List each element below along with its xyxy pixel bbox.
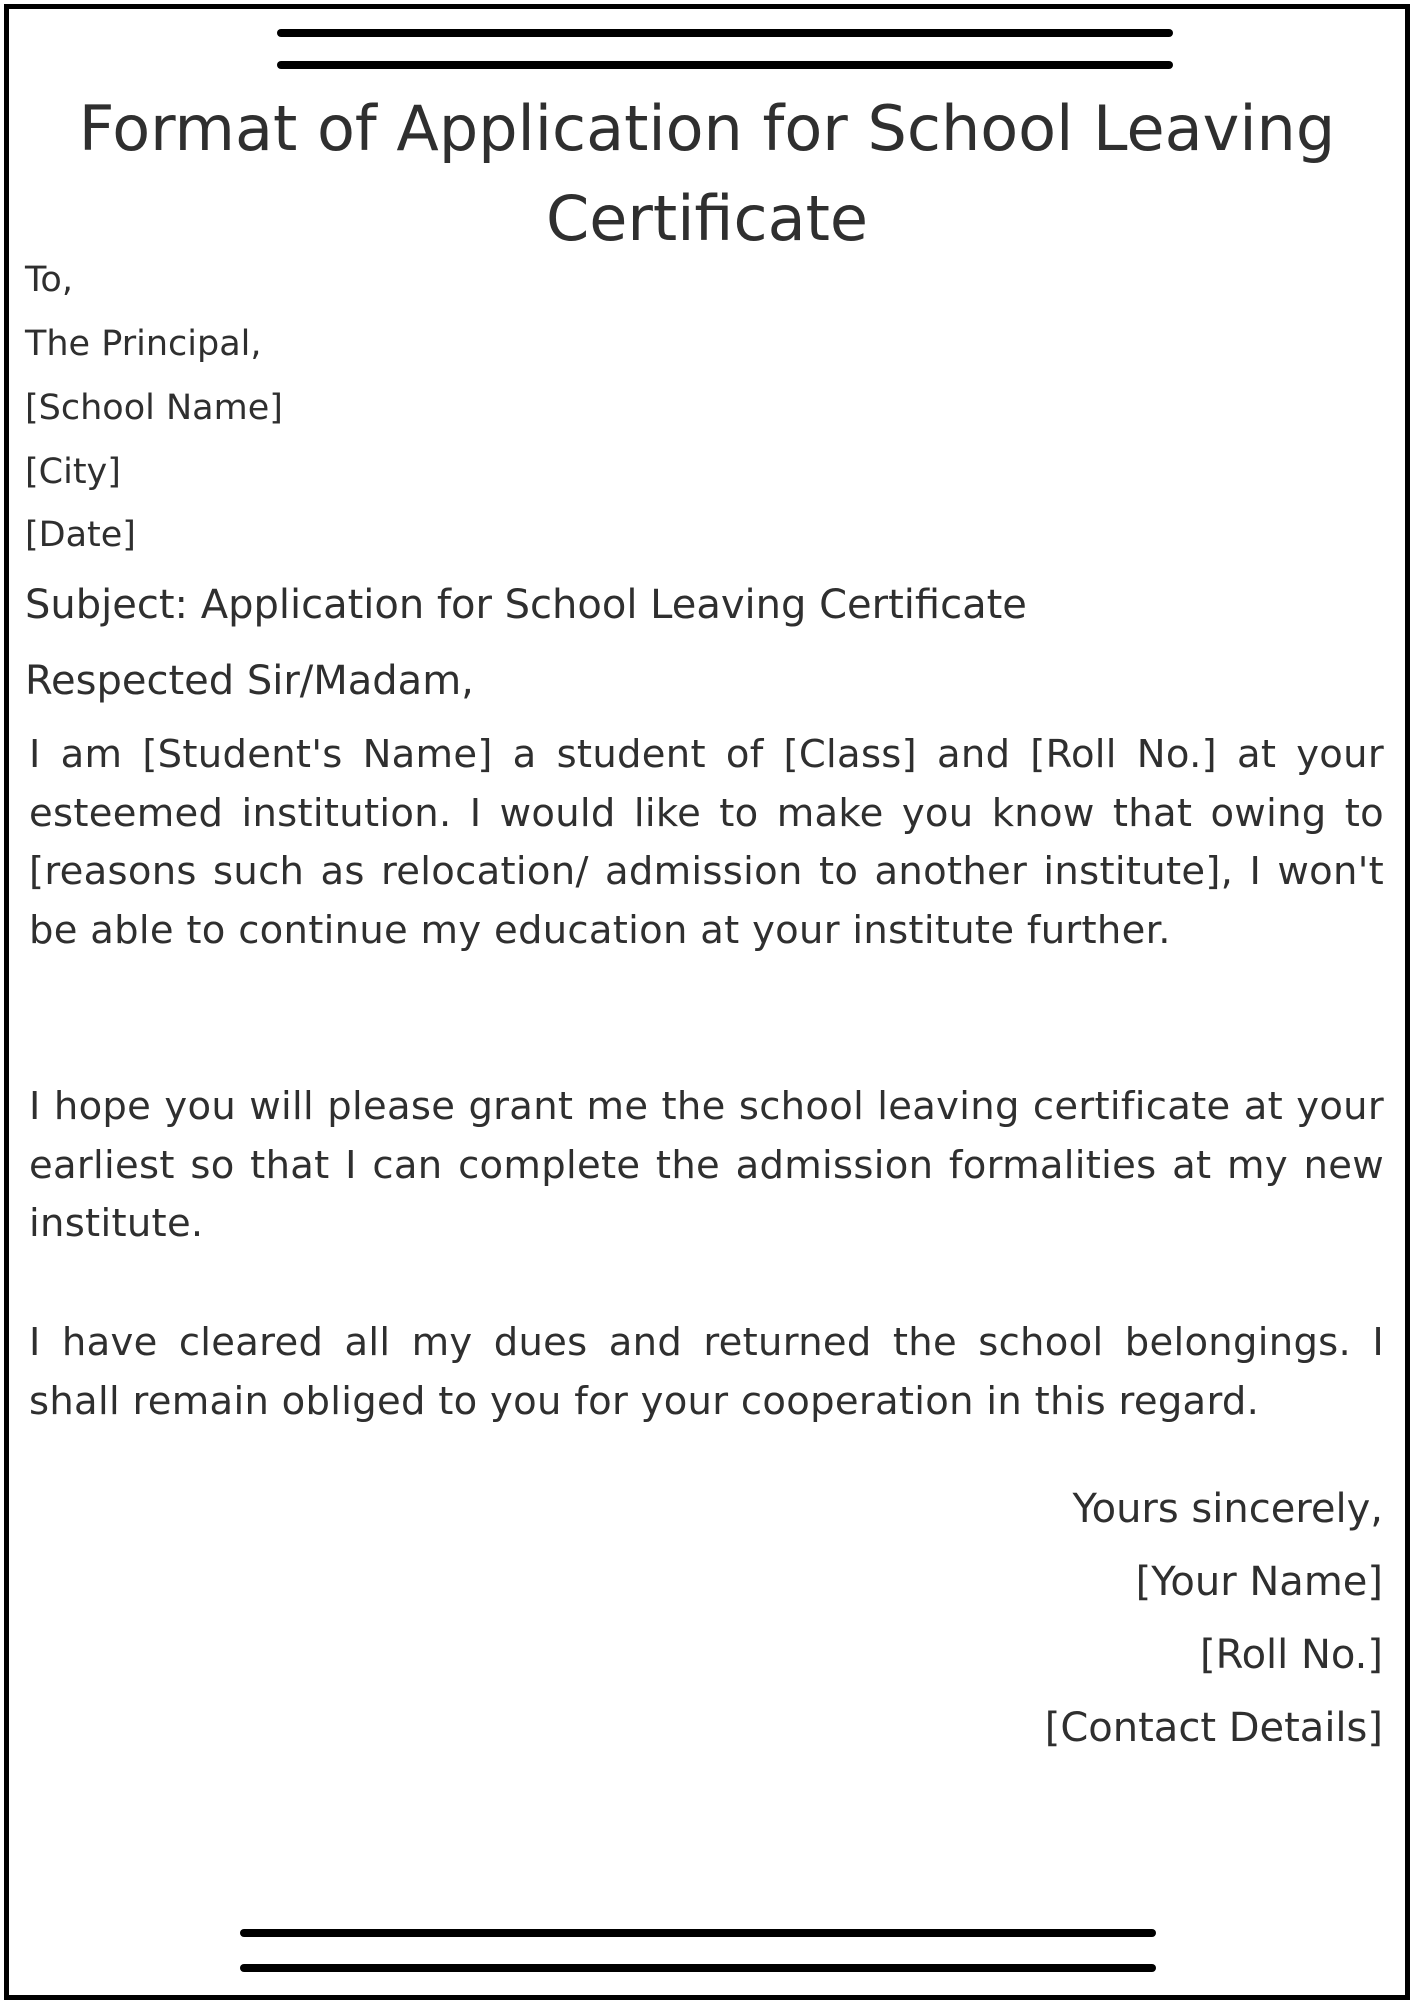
address-recipient: The Principal, (25, 324, 262, 364)
letter-salutation: Respected Sir/Madam, (25, 658, 474, 704)
bottom-decorative-rule-2 (240, 1964, 1156, 1972)
closing-valediction: Yours sincerely, (1072, 1486, 1383, 1532)
closing-name: [Your Name] (1135, 1559, 1383, 1605)
bottom-decorative-rule-1 (240, 1929, 1156, 1937)
address-date: [Date] (25, 515, 136, 555)
letter-subject: Subject: Application for School Leaving Certificate (25, 582, 1027, 628)
body-paragraph-3: I have cleared all my dues and returned the school belongings. I shall remain obliged to you for your cooperation in this regard. (29, 1320, 1384, 1424)
page-border (4, 4, 1410, 2000)
body-paragraph-2: I hope you will please grant me the school leaving certificate at your earliest so that I can complete the admission formalities at my new institute. (29, 1084, 1384, 1247)
address-city: [City] (25, 452, 121, 492)
top-decorative-rule-1 (277, 29, 1173, 37)
closing-contact: [Contact Details] (1044, 1705, 1383, 1751)
body-paragraph-1: I am [Student's Name] a student of [Class] and [Roll No.] at your esteemed institution. I would like to make you know that owing to [reasons such as relocation/ admission to another institute], I won't be able to continue my education at your institute further. (29, 732, 1384, 953)
address-school: [School Name] (25, 388, 283, 428)
closing-roll-no: [Roll No.] (1199, 1632, 1383, 1678)
address-to: To, (25, 260, 73, 300)
top-decorative-rule-2 (277, 61, 1173, 69)
document-title: Format of Application for School Leaving Certificate (78, 92, 1336, 255)
